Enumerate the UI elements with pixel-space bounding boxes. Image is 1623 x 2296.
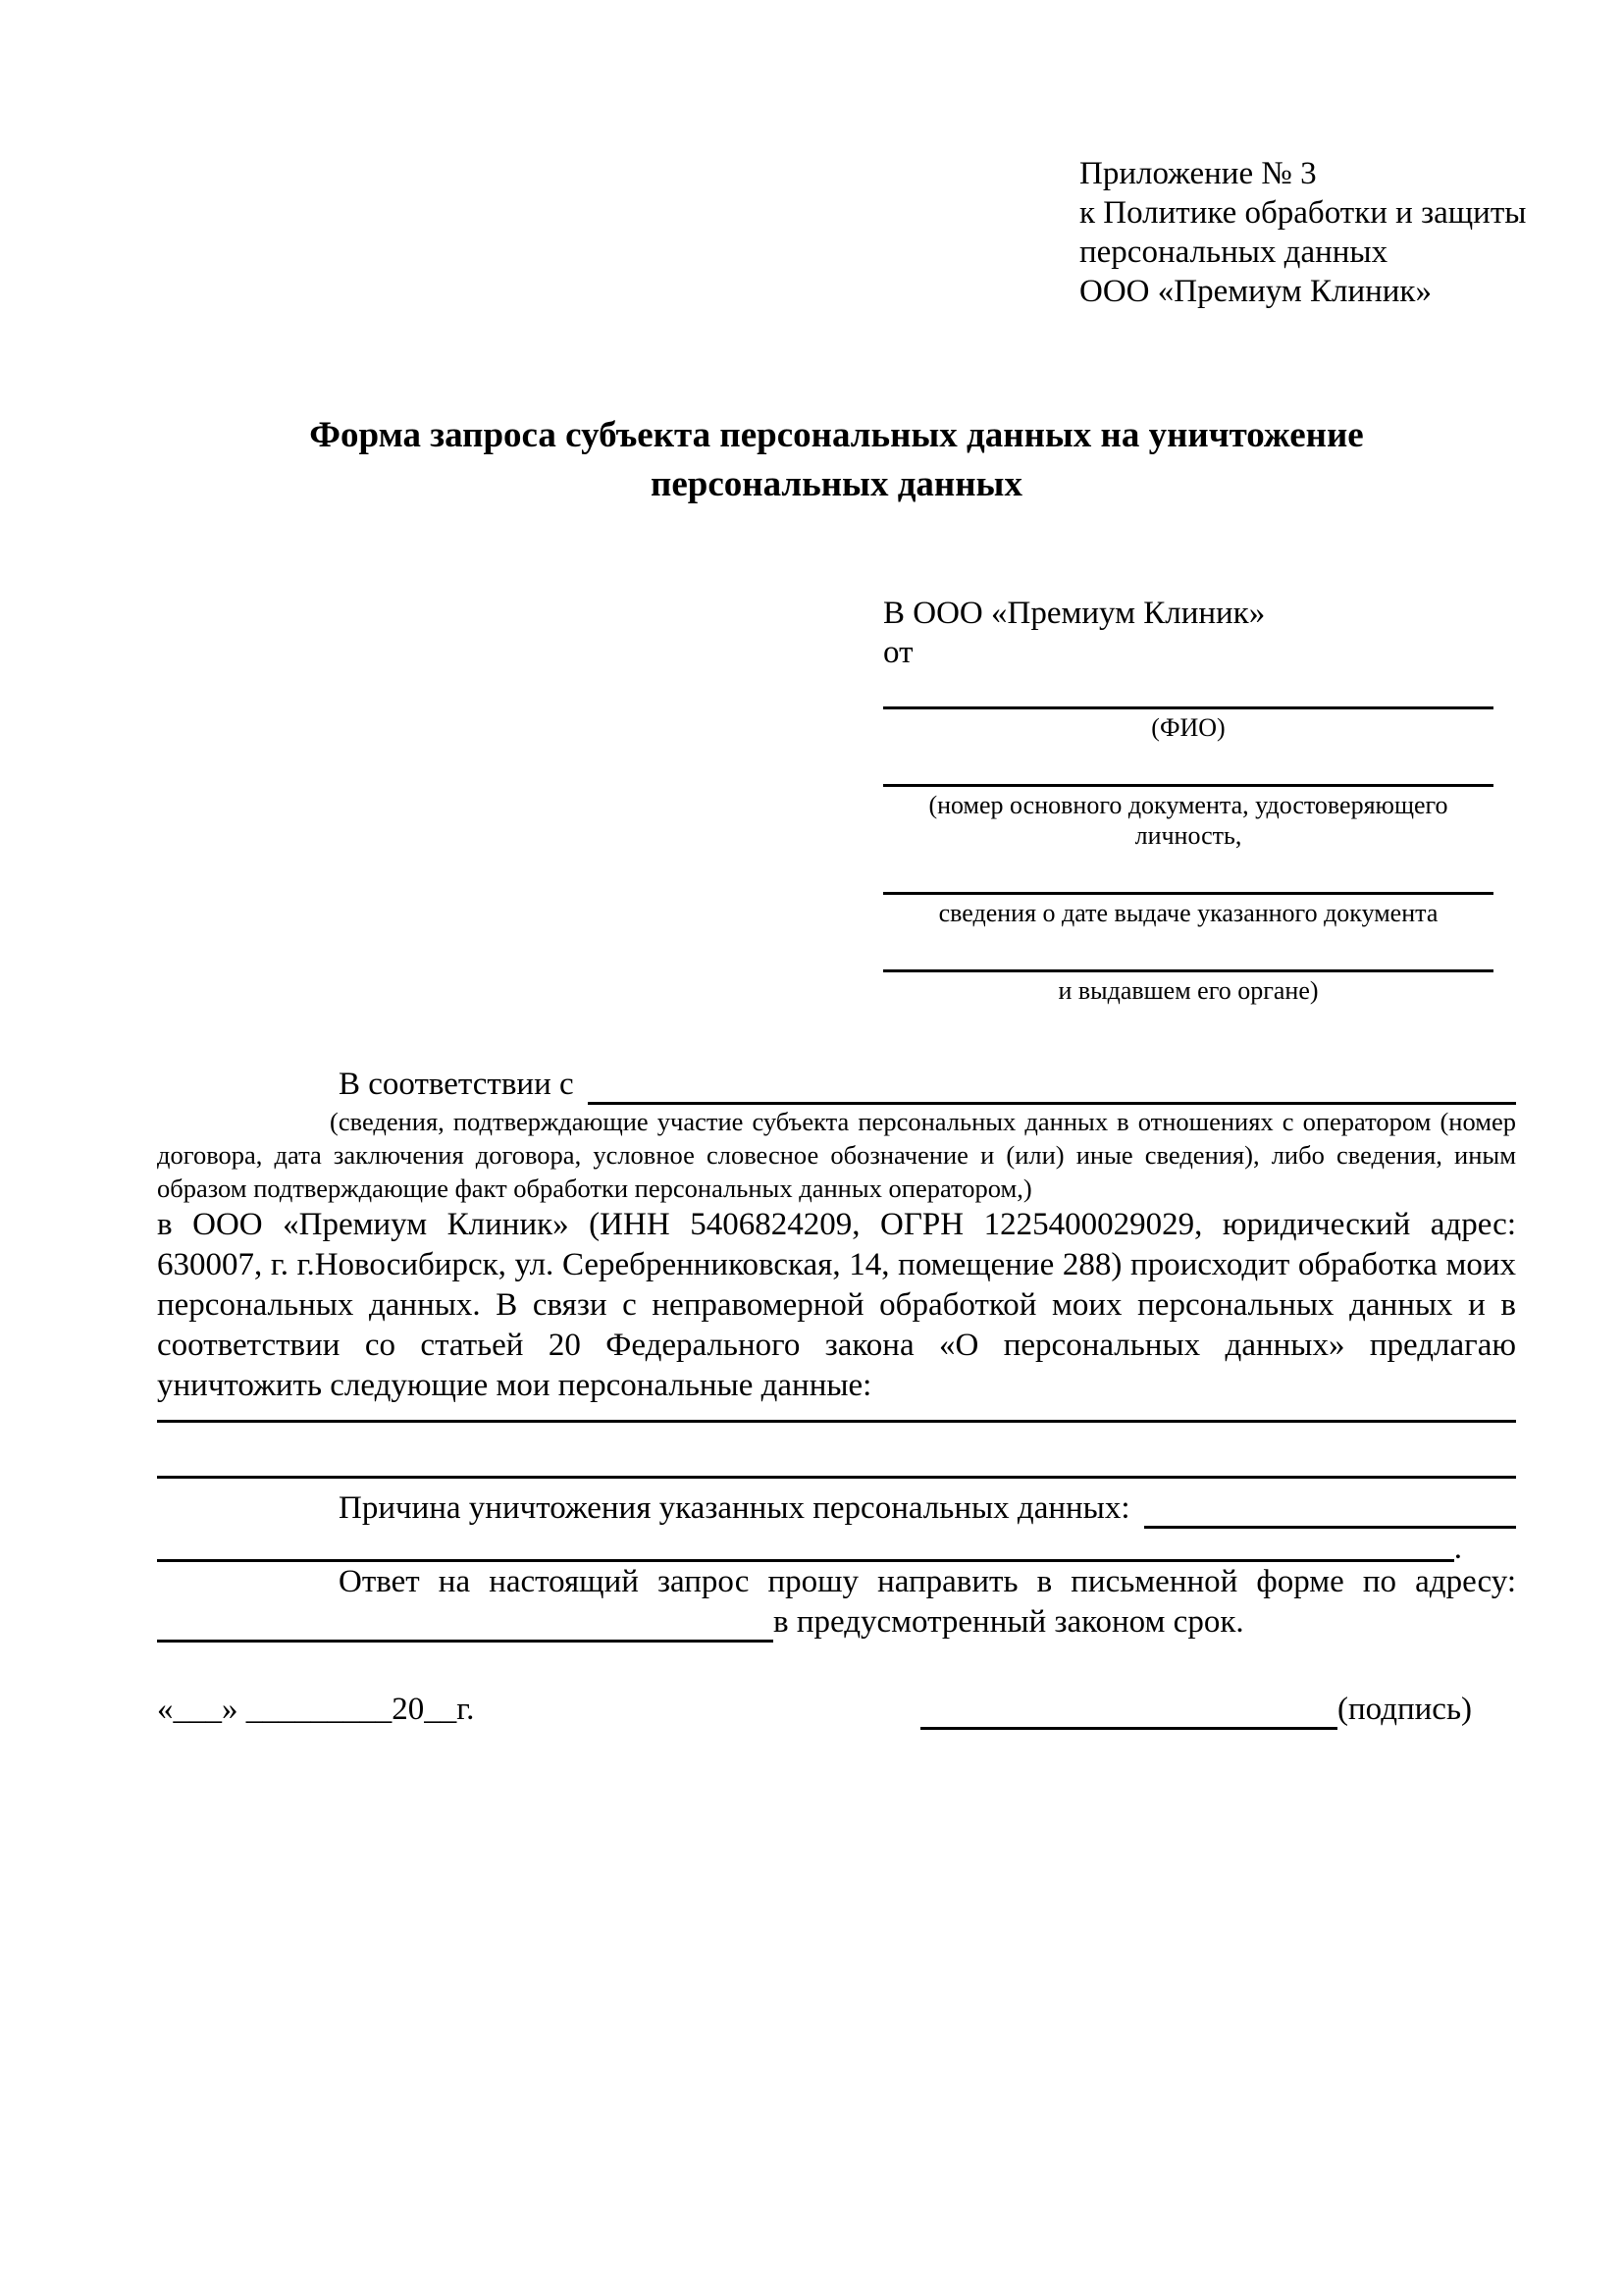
fio-caption: (ФИО) xyxy=(1151,713,1226,742)
basis-field-line xyxy=(588,1065,1516,1105)
personal-data-field-line-2 xyxy=(157,1423,1516,1479)
main-paragraph: в ООО «Премиум Клиник» (ИНН 5406824209, ОГРН 1225400029029, юридический адрес: 630007, г. г.Новосибирск, ул. Серебренниковская, 14, помещение 288) происходит обработка моих персональных данных. В связи с неправомерной обработкой моих персональных данных и в соответствии со статьей 20 Федерального закона «О персональных данных» предлагаю уничтожить следующие мои персональные данные: xyxy=(157,1207,1516,1403)
appendix-number: Приложение № 3 xyxy=(1079,156,1317,191)
basis-label: В соответствии с xyxy=(339,1067,574,1102)
basis-gap xyxy=(574,1065,588,1105)
identity-document-caption: (номер основного документа, удостоверяющего личность, xyxy=(928,791,1448,850)
basis-explanatory-note: (сведения, подтверждающие участие субъекта персональных данных в отношениях с оператором (номер договора, дата заключения договора, условное словесное обозначение и (или) иные сведения), либо сведения, иным образом подтверждающие факт обработки персональных данных оператором,) xyxy=(157,1107,1516,1203)
response-request-paragraph: Ответ на настоящий запрос прошу направить в письменной форме по адресу: xyxy=(339,1564,1516,1599)
date-field: «___» _________20__г. xyxy=(157,1692,475,1727)
document-body xyxy=(157,1065,1516,1643)
response-address-field-line xyxy=(157,1602,773,1643)
reason-field-line-2 xyxy=(157,1529,1454,1562)
signature-caption: (подпись) xyxy=(1337,1692,1472,1727)
reason-row-continuation xyxy=(157,1529,1516,1566)
appendix-policy-reference: к Политике обработки и защиты xyxy=(1079,195,1527,231)
addressee-to: В ООО «Премиум Клиник» xyxy=(883,596,1266,631)
appendix-policy-reference-2: персональных данных xyxy=(1079,235,1388,270)
basis-row xyxy=(157,1065,1516,1105)
identity-document-field-line xyxy=(883,743,1493,787)
response-address-row xyxy=(157,1602,1516,1643)
signature-group xyxy=(920,1690,1472,1730)
reason-label: Причина уничтожения указанных персональных данных: xyxy=(339,1490,1130,1526)
reason-gap xyxy=(1130,1488,1144,1529)
addressee-from-label: от xyxy=(883,635,914,670)
issue-date-caption: сведения о дате выдаче указанного документа xyxy=(938,899,1439,927)
fio-field-line xyxy=(883,672,1493,709)
response-tail-text: в предусмотренный законом срок. xyxy=(773,1604,1244,1640)
date-signature-row xyxy=(157,1690,1516,1730)
personal-data-field-line-1 xyxy=(157,1406,1516,1423)
appendix-company-name: ООО «Премиум Клиник» xyxy=(1079,274,1432,309)
reason-field-line xyxy=(1144,1488,1516,1529)
addressee-block xyxy=(883,594,1493,1006)
issuing-authority-caption: и выдавшем его органе) xyxy=(1058,976,1319,1005)
signature-field-line xyxy=(920,1690,1337,1730)
issue-date-field-line xyxy=(883,851,1493,895)
document-title: Форма запроса субъекта персональных данных на уничтожение персональных данных xyxy=(309,415,1364,504)
reason-line-terminator: . xyxy=(1453,1531,1462,1566)
appendix-header xyxy=(1079,154,1527,311)
issuing-authority-field-line xyxy=(883,928,1493,972)
reason-row xyxy=(157,1488,1516,1529)
